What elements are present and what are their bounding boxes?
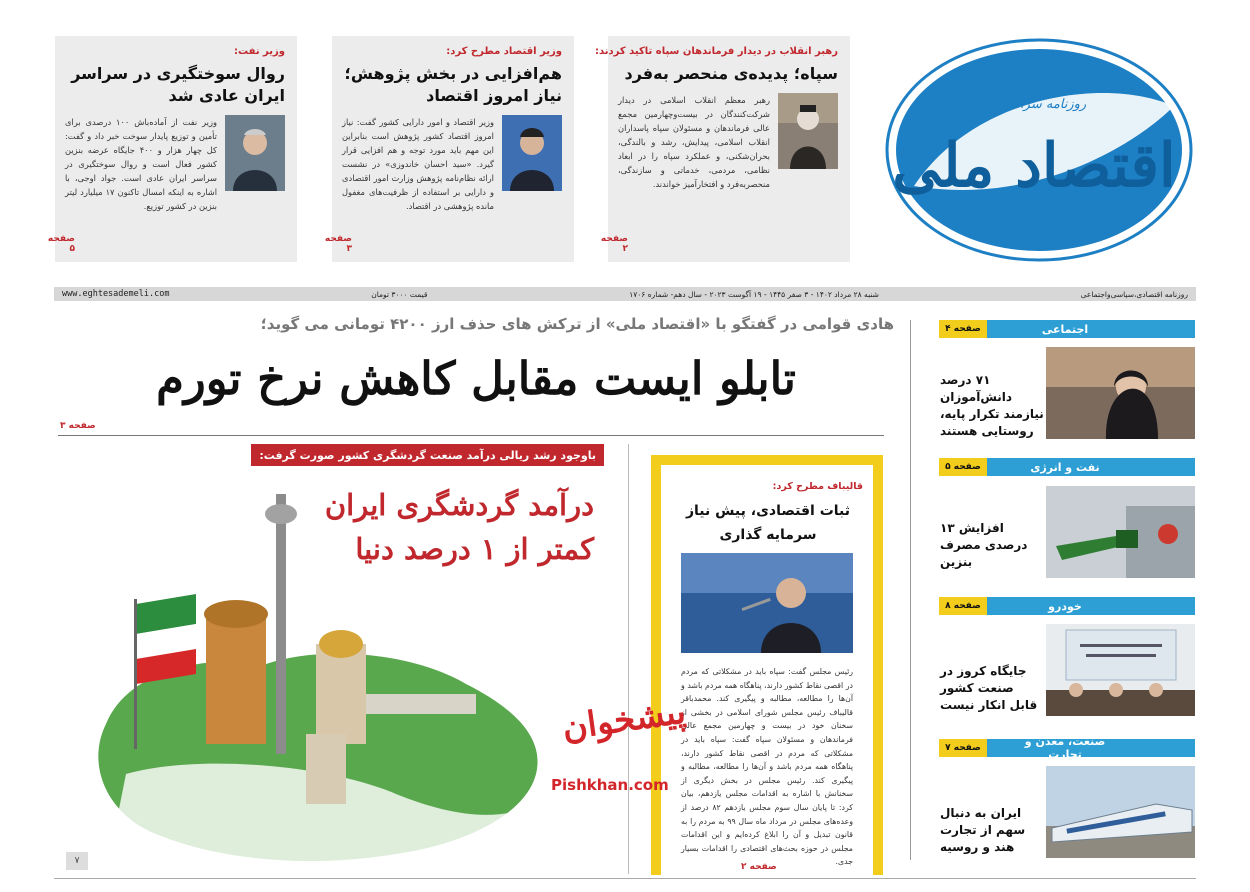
section-page: صفحه ۸ (939, 597, 987, 615)
main-headline[interactable]: تابلو ایست مقابل کاهش نرخ تورم (156, 352, 796, 405)
tourism-headline-line2: کمتر از ۱ درصد دنیا (355, 532, 594, 566)
tourism-page-ref[interactable]: ۷ (66, 852, 88, 870)
sidebar-headline[interactable]: افزایش ۱۳ درصدی مصرف بنزین (940, 521, 1028, 569)
tourism-feature[interactable] (66, 444, 604, 880)
masthead-info-bar (54, 287, 1196, 301)
teaser-row (618, 93, 838, 211)
section-label: صنعت، معدن و تجارت (1024, 735, 1106, 761)
teaser-kicker: وزیر نفت: (234, 46, 285, 57)
train-photo (1046, 766, 1195, 858)
qalibaf-headline: ثبات اقتصادی، پیش نیاز سرمایه گذاری (685, 503, 851, 543)
sidebar-headline[interactable]: جایگاه کروز در صنعت کشور قابل انکار نیست (940, 664, 1038, 712)
main-page-ref[interactable]: صفحه ۳ (60, 421, 96, 431)
teaser-headline: روال سوختگیری در سراسر ایران عادی شد (71, 64, 285, 105)
woman-official-photo (1046, 347, 1195, 439)
auto-conference-photo (1046, 624, 1195, 716)
section-label: اجتماعی (1041, 322, 1089, 336)
masthead-logo[interactable] (884, 36, 1194, 264)
qalibaf-kicker: قالیباف مطرح کرد: (772, 481, 863, 492)
sidebar-headline[interactable]: ایران به دنبال سهم از تجارت هند و روسیه (940, 806, 1026, 854)
speaker-photo (681, 553, 853, 653)
minister-photo (502, 115, 562, 191)
info-price: قیمت ۳۰۰۰ تومان (371, 289, 428, 299)
watermark-fa: پیشخوان (559, 691, 689, 749)
sidebar-headline[interactable]: ۷۱ درصد دانش‌آموزان نیازمند تکرار پایه، روستایی هستند (940, 373, 1044, 438)
sidebar-title-energy[interactable] (939, 458, 1195, 476)
watermark-en: Pishkhan.com (551, 776, 669, 794)
teaser-kicker: رهبر انقلاب در دیدار فرماندهان سپاه تاکید کردند: (594, 46, 838, 57)
logo-subtitle: روزنامه سراسری (991, 97, 1087, 112)
teaser-body: وزیر نفت از آماده‌باش ۱۰۰ درصدی برای تأمین و توزیع پایدار سوخت خبر داد و گفت: کل چهار هزار و ۴۰۰ جایگاه عرضه بنزین کشور فعال است و روال سوختگیری در سراسر ایران عادی است. جواد اوجی، با اشاره به اینکه امسال تاکنون ۱۷ میلیارد لیتر بنزین در کشور توزیع. (65, 117, 218, 211)
info-date: شنبه ۲۸ مرداد ۱۴۰۲ - ۳ صفر ۱۴۴۵ - ۱۹ آگوست ۲۰۲۳ - سال دهم- شماره ۱۷۰۶ (629, 289, 879, 299)
tourism-headline-line1: درآمد گردشگری ایران (324, 488, 594, 522)
teaser-row (342, 115, 562, 233)
logo-name: اقتصاد ملی (892, 131, 1176, 201)
section-label: نفت و انرژی (1030, 460, 1100, 474)
teaser-fuel[interactable] (47, 36, 297, 262)
qalibaf-page-ref[interactable]: صفحه ۲ (741, 862, 777, 872)
oil-minister-photo (225, 115, 285, 191)
qalibaf-box[interactable] (651, 455, 883, 875)
teaser-kicker: وزیر اقتصاد مطرح کرد: (446, 46, 562, 57)
sidebar-title-auto[interactable] (939, 597, 1195, 615)
teaser-page[interactable]: صفحه ۳ (324, 234, 352, 254)
main-rule (58, 435, 884, 436)
teaser-headline: هم‌افزایی در بخش پژوهش؛ نیاز امروز اقتصاد (344, 64, 562, 105)
section-page: صفحه ۵ (939, 458, 987, 476)
website-link[interactable]: www.eghtesademeli.com (62, 289, 170, 299)
teaser-headline: سپاه؛ پدیده‌ی منحصر به‌فرد (624, 64, 838, 83)
section-label: خودرو (1048, 599, 1082, 613)
tourism-kicker: باوجود رشد ریالی درآمد صنعت گردشگری کشور صورت گرفت: (251, 444, 604, 466)
section-page: صفحه ۷ (939, 739, 987, 757)
leader-photo (778, 93, 838, 169)
section-page: صفحه ۴ (939, 320, 987, 338)
main-subheadline: هادی قوامی در گفتگو با «اقتصاد ملی» از ترکش های حذف ارز ۴۲۰۰ تومانی می گوید؛ (260, 315, 894, 333)
fuel-nozzle-photo (1046, 486, 1195, 578)
teaser-sepah[interactable] (594, 36, 850, 262)
column-divider (910, 320, 911, 860)
bottom-rule (54, 878, 1196, 879)
sidebar-title-social[interactable] (939, 320, 1195, 338)
teaser-row (65, 115, 285, 233)
qalibaf-body: رئیس مجلس گفت: سپاه باید در مشکلاتی که مردم در اقصی نقاط کشور دارند، پناهگاه همه مردم باشد و آن‌ها را مطالعه، مطالبه و پیگیری کند. محمدباقر قالیباف رئیس مجلس شورای اسلامی در بخشی از سخنان خود در بیست و چهارمین مجمع عالی فرماندهان و مسئولان سپاه گفت: سپاه باید در مشکلاتی که مردم در اقصی نقاط کشور دارند، پناهگاه همه مردم باشد و آن‌ها را مطالعه، مطالبه و پیگیری کند. رئیس مجلس در بخش دیگری از سخنانش با اشاره به اقدامات مجلس یازدهم، بیان کرد: تا پایان سال سوم مجلس یازدهم ۸۲ درصد از وعده‌های مجلس در مرداد ماه سال ۹۹ به مردم را به قانون تبدیل و آن را ابلاغ کرده‌ایم و این اقدامات مجلس در حوزه بحث‌های اقتصادی را اقدامات بسیار جدی. (681, 667, 853, 867)
teaser-body: وزیر اقتصاد و امور دارایی کشور گفت: نیاز امروز اقتصاد کشور پژوهش است بنابراین این مهم باید مورد توجه و هم افزایی قرار گیرد. «سید احسان خاندوزی» در نشست ارائه نظام‌نامه پژوهش وزارت امور اقتصادی و دارایی بر استفاده از ظرفیت‌های مغفول مانده پژوهشی در اقتصاد. (342, 117, 494, 211)
teaser-page[interactable]: صفحه ۵ (47, 234, 75, 254)
sidebar-title-industry[interactable] (939, 735, 1195, 761)
teaser-page[interactable]: صفحه ۲ (600, 234, 628, 254)
info-section: روزنامه اقتصادی،سیاسی‌واجتماعی (1080, 289, 1188, 299)
column-divider (628, 444, 629, 874)
teaser-body: رهبر معظم انقلاب اسلامی در دیدار شرکت‌کنندگان در بیست‌وچهارمین مجمع عالی فرماندهان و مسئولان سپاه پاسداران انقلاب اسلامی، پیدایش، رشد و بالندگی، بحران‌شکنی، و عملکرد سپاه را در ابعاد نظامی، مردمی، خدماتی و سازندگی، منحصربه‌فرد و افتخارآمیز خواندند. (618, 95, 770, 189)
teaser-research[interactable] (324, 36, 574, 262)
